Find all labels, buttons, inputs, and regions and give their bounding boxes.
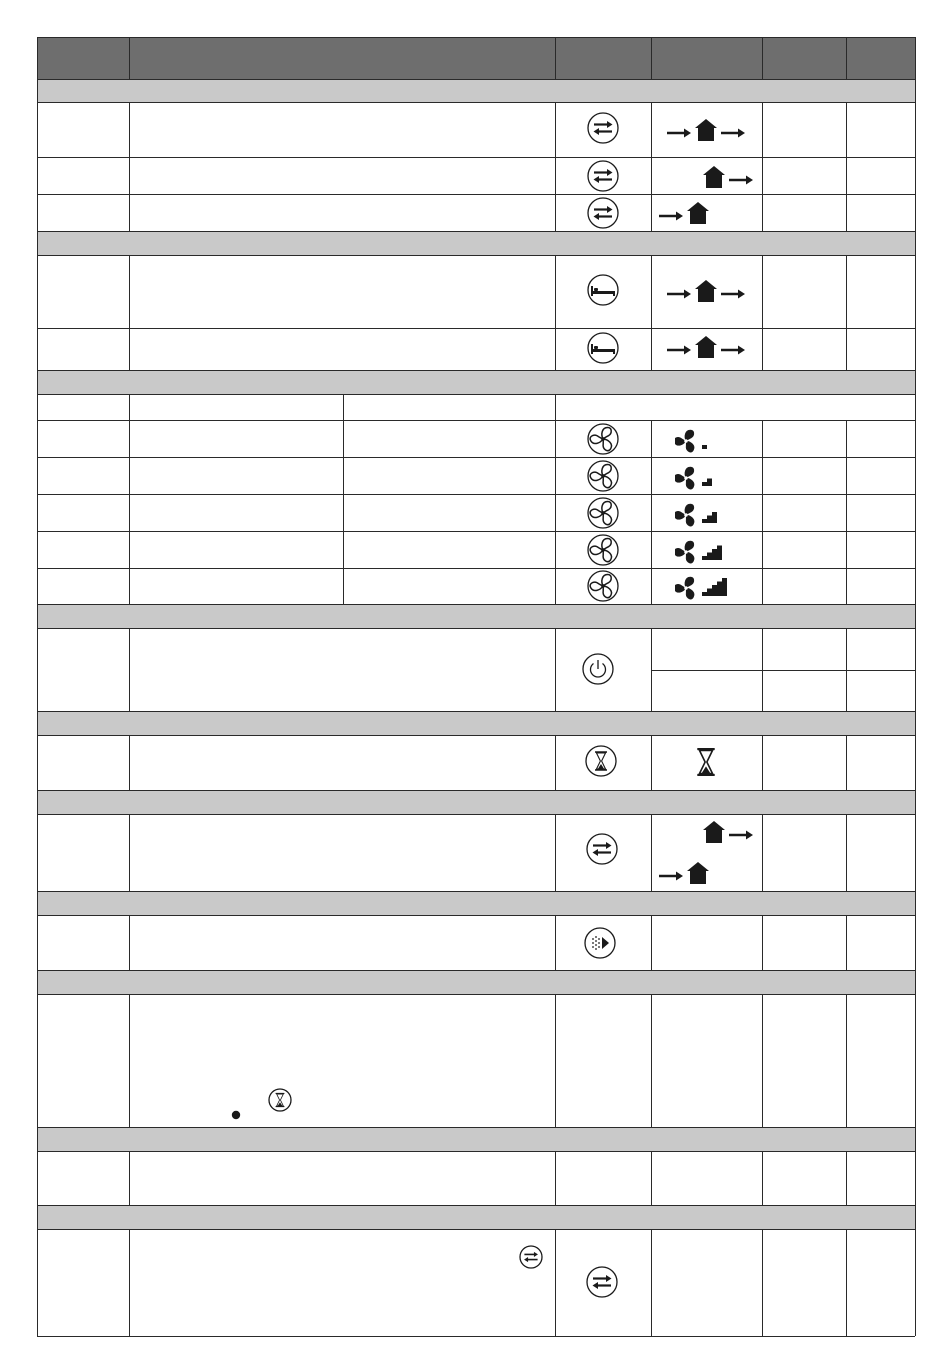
fan-speed-5-icon [675,575,735,601]
section-band-ventilation-mode [37,79,915,102]
header-col-line [129,37,130,79]
row-col-line [555,102,556,157]
hourglass-icon-indicator [697,748,715,776]
fan-row-col-line [846,494,847,531]
grid-line [37,1336,915,1337]
grid-line [37,457,915,458]
row-col-line [846,1151,847,1205]
row-col-line [555,628,556,711]
row-col-line [651,814,652,891]
row-col-line [762,102,763,157]
section-band-service [37,1127,915,1151]
grid-line [37,194,915,195]
table-border-right [915,37,916,1336]
dot-indicator-icon [231,1110,241,1120]
power-icon [582,653,614,685]
row-col-line [846,814,847,891]
row-col-line [555,915,556,970]
house-airflow-out-icon [671,818,757,846]
row-col-line [846,328,847,370]
section-band-sleep-mode [37,231,915,255]
fan-row-col-line [129,457,130,494]
row-col-line [651,915,652,970]
fan-row-col-line [651,568,652,604]
power-row-split-line [651,670,915,671]
grid-line [37,494,915,495]
grid-line [37,604,915,605]
row-col-line [762,915,763,970]
row-col-line [129,915,130,970]
fan-icon [587,497,619,529]
section-band-filter-reset [37,970,915,994]
row-col-line [129,994,130,1127]
fan-speed-1-icon [675,428,735,454]
fan-icon [587,570,619,602]
fan-row-col-line [129,420,130,457]
row-col-line [762,628,763,711]
grid-line [37,1151,915,1152]
row-col-line [762,735,763,790]
row-col-line [129,1151,130,1205]
row-col-line [846,102,847,157]
row-col-line [762,255,763,328]
row-col-line [846,157,847,194]
row-col-line [555,994,556,1127]
row-col-line [651,1151,652,1205]
grid-line [37,394,915,395]
grid-line [37,328,915,329]
grid-line [37,1205,915,1206]
fan-row-col-line [555,420,556,457]
section-band-alternating-flow [37,790,915,814]
row-col-line [651,194,652,231]
row-col-line [651,994,652,1127]
row-col-line [129,814,130,891]
bidirectional-arrows-icon [586,1266,618,1298]
row-col-line [846,255,847,328]
grid-line [37,915,915,916]
fan-row-col-line [343,420,344,457]
fan-row-col-line [846,568,847,604]
row-col-line [129,735,130,790]
row-col-line [762,194,763,231]
dotted-arrow-icon [584,927,616,959]
bidirectional-arrows-icon [586,833,618,865]
table-header-row [37,37,915,79]
row-col-line [651,328,652,370]
bidirectional-arrows-icon [519,1245,543,1269]
row-col-line [762,994,763,1127]
section-band-timer [37,711,915,735]
fan-row-col-line [762,568,763,604]
grid-line [37,420,915,421]
fan-row-col-line [555,568,556,604]
fan-row-col-line [343,568,344,604]
row-col-line [762,1151,763,1205]
row-col-line [846,735,847,790]
house-airflow-in-icon [655,199,741,227]
house-airflow-both-icon [663,333,749,361]
row-col-line [129,157,130,194]
fan-icon [587,460,619,492]
house-airflow-both-icon [663,277,749,305]
section-band-sensor [37,891,915,915]
header-col-line [651,37,652,79]
fan-row-col-line [651,457,652,494]
hourglass-icon [585,745,617,777]
bidirectional-arrows-icon [587,197,619,229]
grid-line [37,628,915,629]
section-band-power [37,604,915,628]
grid-line [37,157,915,158]
subheader-col-line [129,394,130,420]
row-col-line [555,735,556,790]
fan-row-col-line [762,531,763,568]
row-col-line [651,1229,652,1336]
grid-line [37,37,915,38]
fan-speed-4-icon [675,539,735,565]
row-col-line [762,328,763,370]
grid-line [37,1229,915,1230]
fan-row-col-line [555,531,556,568]
grid-line [37,711,915,712]
row-col-line [129,1229,130,1336]
fan-row-col-line [651,420,652,457]
row-col-line [555,328,556,370]
grid-line [37,79,915,80]
row-col-line [762,814,763,891]
fan-row-col-line [846,457,847,494]
bed-icon [587,332,619,364]
grid-line [37,568,915,569]
fan-icon [587,423,619,455]
header-col-line [762,37,763,79]
hourglass-icon-inline [268,1088,292,1112]
fan-row-col-line [762,457,763,494]
fan-row-col-line [846,420,847,457]
grid-line [37,970,915,971]
subheader-col-line [343,394,344,420]
row-col-line [651,157,652,194]
grid-line [37,891,915,892]
fan-row-col-line [129,568,130,604]
row-col-line [129,255,130,328]
row-col-line [846,628,847,711]
fan-row-col-line [762,494,763,531]
fan-row-col-line [651,531,652,568]
row-col-line [846,994,847,1127]
row-col-line [846,1229,847,1336]
row-col-line [555,1229,556,1336]
row-col-line [555,814,556,891]
fan-row-col-line [555,494,556,531]
grid-line [37,370,915,371]
fan-row-col-line [651,494,652,531]
row-col-line [555,157,556,194]
row-col-line [555,194,556,231]
grid-line [37,994,915,995]
bed-icon [587,274,619,306]
fan-row-col-line [846,531,847,568]
row-col-line [129,102,130,157]
grid-line [37,790,915,791]
row-col-line [762,1229,763,1336]
fan-row-col-line [343,531,344,568]
row-col-line [555,1151,556,1205]
fan-row-col-line [129,494,130,531]
fan-row-col-line [129,531,130,568]
grid-line [37,255,915,256]
row-col-line [129,328,130,370]
header-col-line [846,37,847,79]
bidirectional-arrows-icon [587,160,619,192]
fan-speed-2-icon [675,465,735,491]
row-col-line [129,194,130,231]
grid-line [37,531,915,532]
row-col-line [651,255,652,328]
fan-row-col-line [343,494,344,531]
fan-icon [587,534,619,566]
row-col-line [846,194,847,231]
grid-line [37,1127,915,1128]
grid-line [37,102,915,103]
grid-line [37,814,915,815]
grid-line [37,735,915,736]
row-col-line [762,157,763,194]
row-col-line [651,102,652,157]
fan-row-col-line [762,420,763,457]
fan-speed-3-icon [675,502,735,528]
grid-line [37,231,915,232]
subheader-col-line [555,394,556,420]
house-airflow-out-icon [671,163,757,191]
section-band-reset [37,1205,915,1229]
settings-table [37,37,915,1336]
row-col-line [651,628,652,711]
house-airflow-in-icon [655,859,741,887]
fan-row-col-line [343,457,344,494]
bidirectional-arrows-icon [587,112,619,144]
section-band-fan-speed [37,370,915,394]
fan-row-col-line [555,457,556,494]
row-col-line [846,915,847,970]
house-airflow-both-icon [663,116,749,144]
row-col-line [129,628,130,711]
header-col-line [555,37,556,79]
row-col-line [651,735,652,790]
table-border-left [37,37,38,1336]
row-col-line [555,255,556,328]
